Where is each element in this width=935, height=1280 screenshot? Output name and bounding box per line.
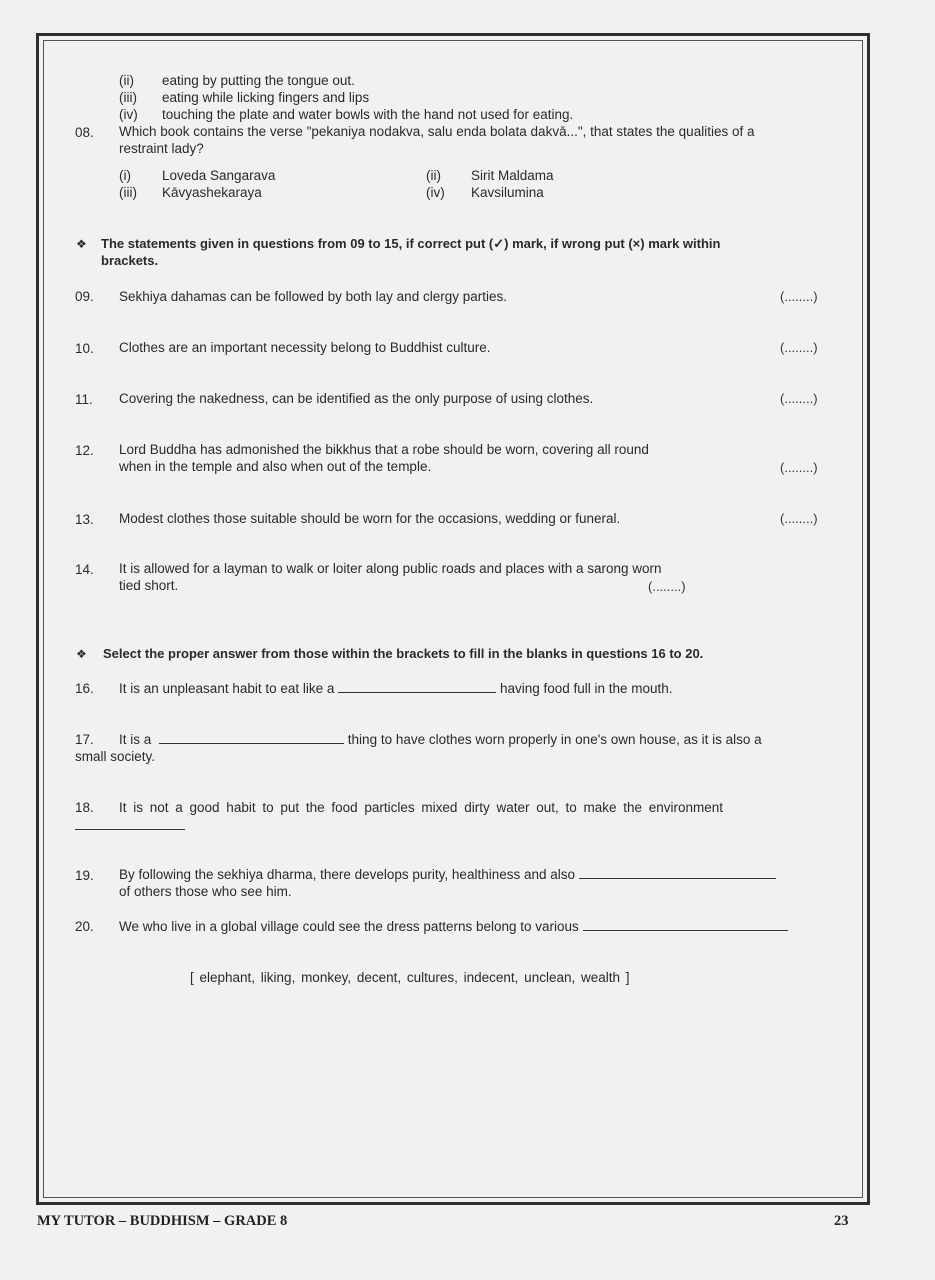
q08-option-label: (ii) xyxy=(426,168,441,183)
section1-instruction-line2: brackets. xyxy=(101,253,159,268)
q17-sentence xyxy=(119,731,762,748)
q12-statement-line2: when in the temple and also when out of the temple. xyxy=(119,459,432,474)
q08-question-line2: restraint lady? xyxy=(119,141,204,156)
q09-statement: Sekhiya dahamas can be followed by both lay and clergy parties. xyxy=(119,289,507,304)
q10-number: 10. xyxy=(75,341,94,356)
q14-statement-line1: It is allowed for a layman to walk or loiter along public roads and places with a sarong worn xyxy=(119,561,662,576)
q19-line2: of others those who see him. xyxy=(119,884,292,899)
q18-sentence: It is not a good habit to put the food particles mixed dirty water out, to make the environment xyxy=(119,800,724,815)
footer-title: MY TUTOR – BUDDHISM – GRADE 8 xyxy=(37,1213,288,1229)
q08-option-label: (iv) xyxy=(426,185,445,200)
q16-text-before: It is an unpleasant habit to eat like a xyxy=(119,681,335,696)
q08-option-text: Loveda Sangarava xyxy=(162,168,276,183)
q19-text-line1: By following the sekhiya dharma, there develops purity, healthiness and also xyxy=(119,867,576,882)
q17-line2: small society. xyxy=(75,749,156,764)
page-number: 23 xyxy=(834,1213,849,1229)
q11-answer-bracket[interactable]: (........) xyxy=(780,391,818,406)
q12-statement-line1: Lord Buddha has admonished the bikkhus that a robe should be worn, covering all round xyxy=(119,442,649,457)
q14-number: 14. xyxy=(75,562,94,577)
q19-sentence-line1 xyxy=(119,866,776,883)
q12-number: 12. xyxy=(75,443,94,458)
q13-statement: Modest clothes those suitable should be worn for the occasions, wedding or funeral. xyxy=(119,511,621,526)
q08-option-label: (i) xyxy=(119,168,131,183)
q09-answer-bracket[interactable]: (........) xyxy=(780,289,818,304)
q16-number: 16. xyxy=(75,681,94,696)
q14-answer-bracket[interactable]: (........) xyxy=(648,579,686,594)
q16-sentence xyxy=(119,680,673,697)
q20-text: We who live in a global village could see the dress patterns belong to various xyxy=(119,919,579,934)
q08-option-label: (iii) xyxy=(119,185,137,200)
q07-option-text: eating while licking fingers and lips xyxy=(162,90,370,105)
q08-option-text: Sirit Maldama xyxy=(471,168,554,183)
q12-answer-bracket[interactable]: (........) xyxy=(780,460,818,475)
page-border-inner xyxy=(43,40,863,1198)
q10-answer-bracket[interactable]: (........) xyxy=(780,340,818,355)
q20-number: 20. xyxy=(75,919,94,934)
q20-sentence xyxy=(119,918,788,935)
q18-blank[interactable] xyxy=(75,817,185,830)
q07-option-text: touching the plate and water bowls with the hand not used for eating. xyxy=(162,107,574,122)
q08-option-text: Kāvyashekaraya xyxy=(162,185,262,200)
q16-text-after: having food full in the mouth. xyxy=(499,681,673,696)
q19-number: 19. xyxy=(75,868,94,883)
q07-option-text: eating by putting the tongue out. xyxy=(162,73,355,88)
q17-text-after: thing to have clothes worn properly in one's own house, as it is also a xyxy=(347,732,762,747)
q08-option-text: Kavsilumina xyxy=(471,185,544,200)
q10-statement: Clothes are an important necessity belong to Buddhist culture. xyxy=(119,340,491,355)
q07-option-label: (iii) xyxy=(119,90,137,105)
section1-bullet-icon: ❖ xyxy=(76,237,87,251)
q08-number: 08. xyxy=(75,125,94,140)
q11-number: 11. xyxy=(75,392,93,407)
section2-instruction: Select the proper answer from those within the brackets to fill in the blanks in questions 16 to 20. xyxy=(103,646,704,661)
q20-blank[interactable] xyxy=(583,918,788,931)
q18-number: 18. xyxy=(75,800,94,815)
q08-question-line1: Which book contains the verse "pekaniya nodakva, salu enda bolata dakvā...", that states the qualities of a xyxy=(119,124,755,139)
word-bank: [ elephant, liking, monkey, decent, cultures, indecent, unclean, wealth ] xyxy=(190,970,630,985)
q13-answer-bracket[interactable]: (........) xyxy=(780,511,818,526)
q14-statement-line2: tied short. xyxy=(119,578,179,593)
q17-number: 17. xyxy=(75,732,94,747)
section2-bullet-icon: ❖ xyxy=(76,647,87,661)
section1-instruction-line1: The statements given in questions from 09 to 15, if correct put (✓) mark, if wrong put (×) mark within xyxy=(101,236,721,251)
q16-blank[interactable] xyxy=(338,680,496,693)
q07-option-label: (iv) xyxy=(119,107,138,122)
q09-number: 09. xyxy=(75,289,94,304)
q17-blank[interactable] xyxy=(159,731,344,744)
q17-text-before: It is a xyxy=(119,732,152,747)
q07-option-label: (ii) xyxy=(119,73,134,88)
q19-blank[interactable] xyxy=(579,866,776,879)
q11-statement: Covering the nakedness, can be identified as the only purpose of using clothes. xyxy=(119,391,594,406)
q13-number: 13. xyxy=(75,512,94,527)
